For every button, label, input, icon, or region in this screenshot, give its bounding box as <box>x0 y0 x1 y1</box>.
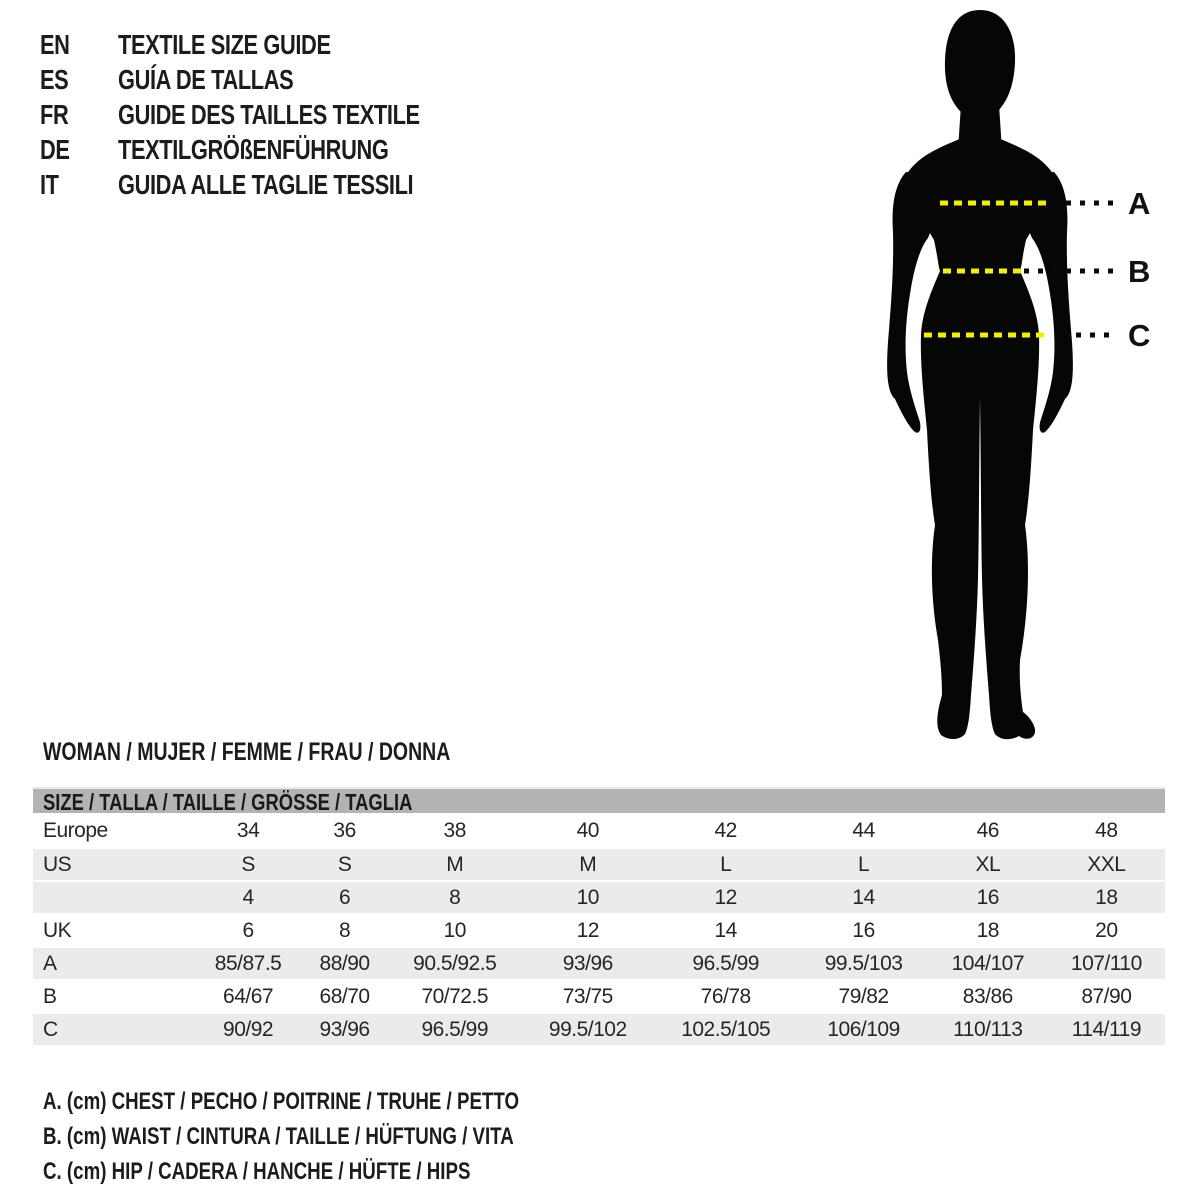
table-row-chest <box>33 947 1165 980</box>
legend-text: A. (cm) CHEST / PECHO / POITRINE / TRUHE / PETTO <box>43 1088 520 1115</box>
table-cell: 44 <box>799 815 928 848</box>
table-cell: 6 <box>303 881 386 914</box>
table-cell: 85/87.5 <box>193 947 303 980</box>
table-cell: 34 <box>193 815 303 848</box>
lang-label: TEXTILE SIZE GUIDE <box>118 28 331 60</box>
table-cell: 93/96 <box>523 947 652 980</box>
row-label: C <box>33 1013 193 1046</box>
table-cell: 93/96 <box>303 1013 386 1046</box>
table-cell: S <box>303 848 386 881</box>
table-row-hip <box>33 1013 1165 1046</box>
table-cell: 79/82 <box>799 980 928 1013</box>
table-cell: 40 <box>523 815 652 848</box>
table-cell: 110/113 <box>928 1013 1048 1046</box>
table-cell: 8 <box>386 881 523 914</box>
table-row-waist <box>33 980 1165 1013</box>
legend-text: B. (cm) WAIST / CINTURA / TAILLE / HÜFTUNG / VITA <box>43 1123 514 1150</box>
table-cell: XXL <box>1048 848 1165 881</box>
legend-text: C. (cm) HIP / CADERA / HANCHE / HÜFTE / HIPS <box>43 1158 471 1185</box>
marker-label-b: B <box>1128 254 1151 289</box>
table-cell: 10 <box>386 914 523 947</box>
table-cell: 106/109 <box>799 1013 928 1046</box>
table-cell: 36 <box>303 815 386 848</box>
lang-row-de <box>40 132 420 167</box>
table-cell: 12 <box>523 914 652 947</box>
table-cell: L <box>652 848 799 881</box>
woman-silhouette-figure <box>858 0 1168 760</box>
table-cell: 114/119 <box>1048 1013 1165 1046</box>
table-row-uk <box>33 914 1165 947</box>
table-cell: 38 <box>386 815 523 848</box>
measurement-legend <box>43 1084 653 1189</box>
lang-label: GUIDA ALLE TAGLIE TESSILI <box>118 168 414 200</box>
table-cell: 96.5/99 <box>652 947 799 980</box>
table-cell: 6 <box>193 914 303 947</box>
table-cell: L <box>799 848 928 881</box>
lang-row-es <box>40 62 420 97</box>
marker-label-a: A <box>1128 186 1151 221</box>
table-cell: 83/86 <box>928 980 1048 1013</box>
size-table-grid <box>33 815 1165 1047</box>
lang-code: ES <box>40 63 69 95</box>
table-cell: 90/92 <box>193 1013 303 1046</box>
section-title <box>43 738 565 767</box>
row-label: US <box>33 848 193 881</box>
row-label: Europe <box>33 815 193 848</box>
lang-code: EN <box>40 28 70 60</box>
table-header <box>33 787 1165 813</box>
table-cell: 10 <box>523 881 652 914</box>
table-cell: 16 <box>799 914 928 947</box>
table-cell: 4 <box>193 881 303 914</box>
table-cell: 16 <box>928 881 1048 914</box>
table-cell: XL <box>928 848 1048 881</box>
legend-line-hip <box>43 1154 653 1189</box>
table-cell: 64/67 <box>193 980 303 1013</box>
size-table <box>33 787 1165 1047</box>
lang-label: GUÍA DE TALLAS <box>118 63 294 95</box>
table-cell: 14 <box>652 914 799 947</box>
table-cell: 107/110 <box>1048 947 1165 980</box>
table-row-us-letter <box>33 848 1165 881</box>
table-cell: 90.5/92.5 <box>386 947 523 980</box>
table-cell: 42 <box>652 815 799 848</box>
lang-label: TEXTILGRÖßENFÜHRUNG <box>118 133 389 165</box>
table-cell: 18 <box>928 914 1048 947</box>
table-cell: 99.5/102 <box>523 1013 652 1046</box>
table-row-us-number <box>33 881 1165 914</box>
lang-code: FR <box>40 98 69 130</box>
lang-row-en <box>40 27 420 62</box>
table-cell: 104/107 <box>928 947 1048 980</box>
table-cell: 96.5/99 <box>386 1013 523 1046</box>
table-cell: 87/90 <box>1048 980 1165 1013</box>
table-cell: 68/70 <box>303 980 386 1013</box>
table-cell: S <box>193 848 303 881</box>
lang-row-it <box>40 167 420 202</box>
table-row-europe <box>33 815 1165 848</box>
table-cell: 70/72.5 <box>386 980 523 1013</box>
table-cell: 18 <box>1048 881 1165 914</box>
row-label: UK <box>33 914 193 947</box>
row-label <box>33 881 193 914</box>
legend-line-chest <box>43 1084 653 1119</box>
table-cell: M <box>386 848 523 881</box>
table-cell: M <box>523 848 652 881</box>
marker-label-c: C <box>1128 318 1151 353</box>
table-cell: 99.5/103 <box>799 947 928 980</box>
lang-code: DE <box>40 133 70 165</box>
table-cell: 73/75 <box>523 980 652 1013</box>
row-label: A <box>33 947 193 980</box>
lang-code: IT <box>40 168 59 200</box>
table-cell: 88/90 <box>303 947 386 980</box>
table-header-text: SIZE / TALLA / TAILLE / GRÖSSE / TAGLIA <box>43 789 413 815</box>
table-cell: 46 <box>928 815 1048 848</box>
table-cell: 8 <box>303 914 386 947</box>
table-cell: 20 <box>1048 914 1165 947</box>
table-cell: 12 <box>652 881 799 914</box>
table-cell: 102.5/105 <box>652 1013 799 1046</box>
lang-label: GUIDE DES TAILLES TEXTILE <box>118 98 420 130</box>
legend-line-waist <box>43 1119 653 1154</box>
woman-silhouette <box>887 10 1073 739</box>
lang-row-fr <box>40 97 420 132</box>
table-cell: 48 <box>1048 815 1165 848</box>
section-title-text: WOMAN / MUJER / FEMME / FRAU / DONNA <box>43 738 451 766</box>
table-cell: 76/78 <box>652 980 799 1013</box>
language-list <box>40 27 420 202</box>
row-label: B <box>33 980 193 1013</box>
table-cell: 14 <box>799 881 928 914</box>
